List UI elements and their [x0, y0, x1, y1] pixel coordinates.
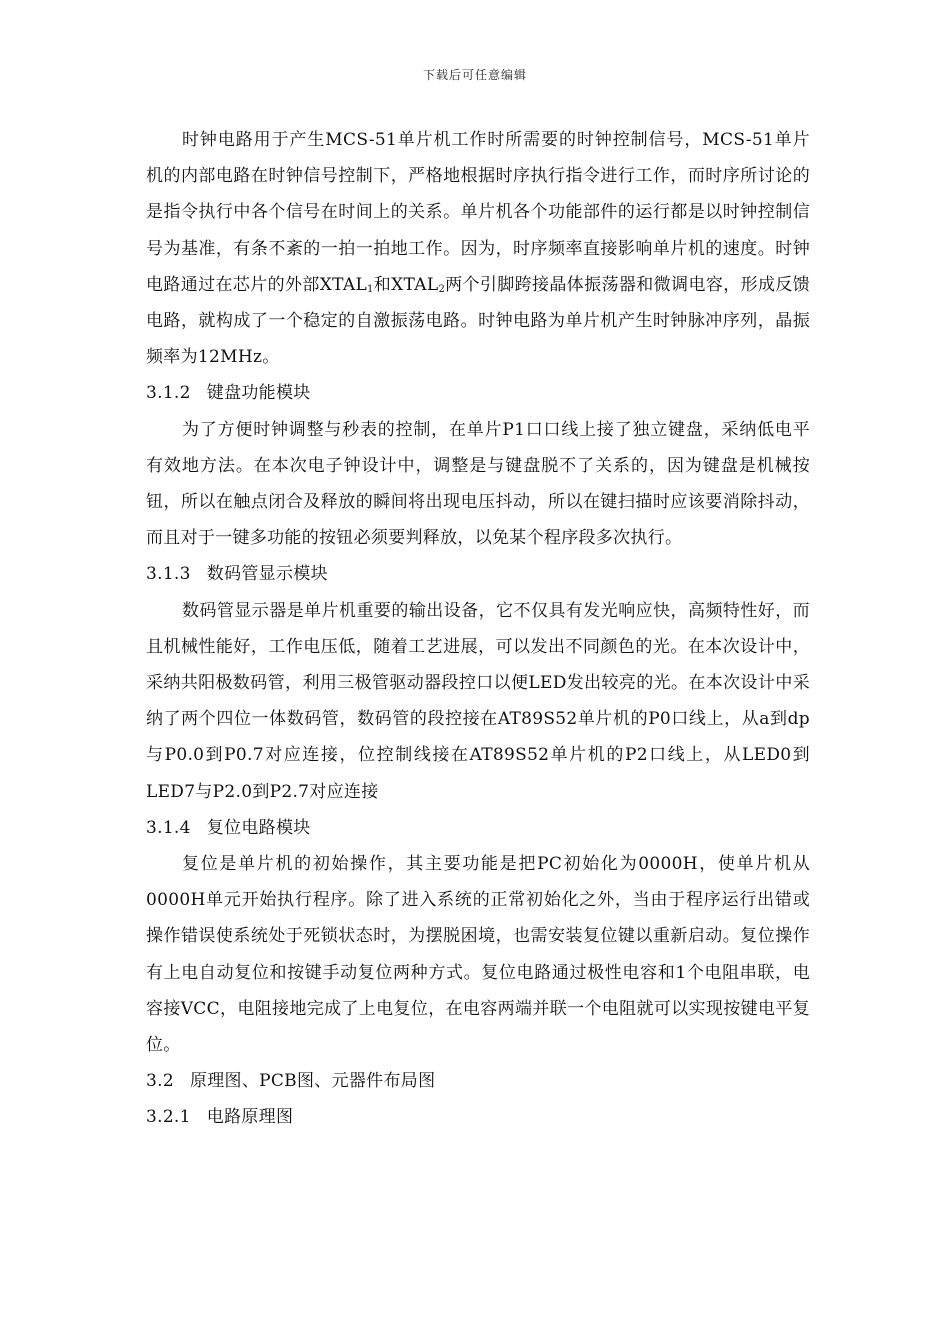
- clock-text-before: 时钟电路用于产生MCS-51单片机工作时所需要的时钟控制信号，MCS-51单片机的内部电路在时钟信号控制下，严格地根据时序执行指令进行工作，而时序所讨论的是指令执行中各个信号在时间上的关系。单片机各个功能部件的运行都是以时钟控制信号为基准，有条不紊的一拍一拍地工作。因为，时序频率直接影响单片机的速度。时钟电路通过在芯片的外部XTAL: [146, 130, 810, 295]
- xtal2-subscript: 2: [438, 283, 446, 295]
- heading-circuit-schematic: [146, 1099, 810, 1135]
- page-header: 下载后可任意编辑: [422, 68, 527, 82]
- heading-title: 复位电路模块: [206, 817, 311, 838]
- heading-number: 3.2.1: [146, 1107, 191, 1128]
- heading-number: 3.1.2: [146, 383, 191, 404]
- paragraph-display: 数码管显示器是单片机重要的输出设备，它不仅具有发光响应快，高频特性好，而且机械性能好，工作电压低，随着工艺进展，可以发出不同颜色的光。在本次设计中，采纳共阳极数码管，利用三极管驱动器段控口以便LED发出较亮的光。在本次设计中采纳了两个四位一体数码管，数码管的段控接在AT89S52单片机的P0口线上，从a到dp与P0.0到P0.7对应连接，位控制线接在AT89S52单片机的P2口线上，从LED0到LED7与P2.0到P2.7对应连接: [146, 600, 810, 802]
- heading-title: 电路原理图: [206, 1107, 294, 1128]
- heading-display-module: [146, 556, 810, 592]
- heading-title: 数码管显示模块: [206, 564, 328, 585]
- heading-schematic-pcb: [146, 1063, 810, 1099]
- heading-title: 原理图、PCB图、元器件布局图: [189, 1071, 436, 1092]
- clock-text-mid: 和XTAL: [373, 274, 439, 295]
- xtal1-subscript: 1: [367, 283, 374, 295]
- paragraph-reset: 复位是单片机的初始操作，其主要功能是把PC初始化为0000H，使单片机从0000H单元开始执行程序。除了进入系统的正常初始化之外，当由于程序运行出错或操作错误使系统处于死锁状态时，为摆脱困境，也需安装复位键以重新启动。复位操作有上电自动复位和按键手动复位两种方式。复位电路通过极性电容和1个电阻串联，电容接VCC，电阻接地完成了上电复位，在电容两端并联一个电阻就可以实现按键电平复位。: [146, 854, 810, 1056]
- heading-number: 3.1.4: [146, 817, 191, 838]
- heading-keyboard-module: [146, 375, 810, 411]
- clock-text-after: 两个引脚跨接晶体振荡器和微调电容，形成反馈电路，就构成了一个稳定的自激振荡电路。时钟电路为单片机产生时钟脉冲序列，晶振频率为12MHz。: [146, 274, 810, 368]
- paragraph-keyboard: 为了方便时钟调整与秒表的控制，在单片P1口口线上接了独立键盘，采纳低电平有效地方法。在本次电子钟设计中，调整是与键盘脱不了关系的，因为键盘是机械按钮，所以在触点闭合及释放的瞬间将出现电压抖动，所以在键扫描时应该要消除抖动，而且对于一键多功能的按钮必须要判释放，以免某个程序段多次执行。: [146, 419, 810, 549]
- heading-number: 3.1.3: [146, 564, 191, 585]
- document-body: [146, 122, 810, 1136]
- heading-number: 3.2: [146, 1071, 174, 1092]
- heading-reset-module: [146, 810, 810, 846]
- paragraph-clock-circuit: [146, 122, 810, 375]
- heading-title: 键盘功能模块: [206, 383, 311, 404]
